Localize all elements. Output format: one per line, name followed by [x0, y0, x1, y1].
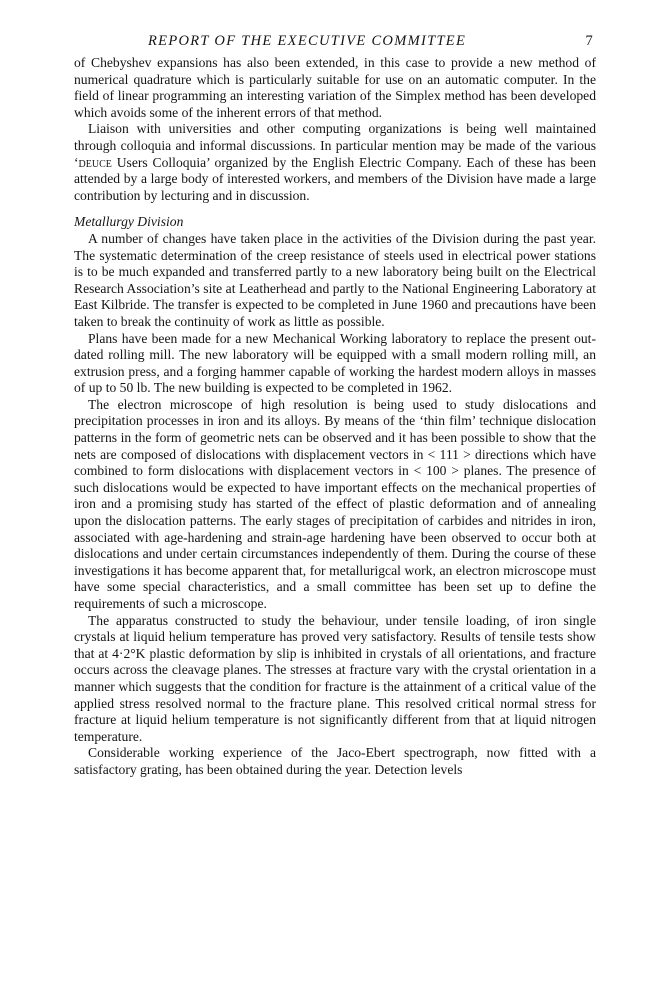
section-heading-metallurgy: Metallurgy Division [74, 214, 184, 230]
deuce-small-caps: deuce [78, 154, 112, 170]
paragraph-tensile-apparatus: The apparatus constructed to study the behaviour, under tensile loading, of iron single crystals at liquid helium temperature has proved very satisfactory. Results of tensile tests show that at 4·2°K plastic deformation by slip is inhibited in crystals of all orientations, and fracture occurs across the cleavage planes. The stresses at fracture vary with the crystal orientation in a manner which suggests that the condition for fracture is the attainment of a critical value of the applied stress resolved normal to the fracture plane. This resolved critical normal stress for fracture at liquid helium temperature is not significantly different from that at liquid nitrogen temperature. [74, 612, 596, 744]
page-number: 7 [585, 33, 594, 49]
paragraph-mechanical-working: Plans have been made for a new Mechanical Working laboratory to replace the present out-dated rolling mill. The new laboratory will be equipped with a small modern rolling mill, an extrusion press, and a forging hammer capable of working the hardest modern alloys in masses of up to 50 lb. The new building is expected to be completed in 1962. [74, 330, 596, 396]
paragraph-liaison [74, 121, 596, 204]
running-header [74, 33, 596, 55]
paragraph-spectrograph: Considerable working experience of the Jaco-Ebert spectrograph, now fitted with a satisfactory grating, has been obtained during the year. Detection levels [74, 745, 596, 777]
document-page [74, 33, 596, 779]
paragraph-liaison-part-2: Users Colloquia’ organized by the English Electric Company. Each of these has been attended by a large body of interested workers, and members of the Division have made a large contribution by lecturing and in discussion. [74, 154, 596, 203]
paragraph-electron-microscope: The electron microscope of high resolution is being used to study dislocations and precipitation processes in iron and its alloys. By means of the ‘thin film’ technique dislocation patterns in the form of geometric nets can be observed and it has been possible to show that the nets are composed of dislocations with displacement vectors in < 111 > directions which have combined to form dislocations with displacement vectors in < 100 > planes. The presence of such dislocations would be expected to have important effects on the mechanical properties of iron and a promising study has started of the effect of plastic deformation and of annealing upon the dislocation patterns. The early stages of precipitation of carbides and nitrides in iron, associated with age-hardening and strain-age hardening have been observed to occur both at dislocations and under certain circumstances independently of them. During the course of these investigations it has become apparent that, for metallurigcal work, an electron microscope must have some special characteristics, and a small committee has been set up to define the requirements of such a microscope. [74, 396, 596, 611]
paragraph-liaison-part-1: Liaison with universities and other computing organizations is being well maintained through colloquia and informal discussions. In particular mention may be made of the various ‘ [74, 121, 596, 170]
running-title: REPORT OF THE EXECUTIVE COMMITTEE [148, 33, 467, 49]
paragraph-chebyshev: of Chebyshev expansions has also been extended, in this case to provide a new method of numerical quadrature which is particularly suitable for use on an automatic computer. In the field of linear programming an interesting variation of the Simplex method has been developed which avoids some of the inherent errors of that method. [74, 55, 596, 120]
paragraph-changes: A number of changes have taken place in the activities of the Division during the past year. The systematic determination of the creep resistance of steels used in electrical power stations is to be much expanded and transferred partly to a new laboratory being built on the Electrical Research Association’s site at Leatherhead and partly to the National Engineering Laboratory at East Kilbride. The transfer is expected to be completed in June 1960 and precautions have been taken to break the continuity of work as little as possible. [74, 230, 596, 329]
